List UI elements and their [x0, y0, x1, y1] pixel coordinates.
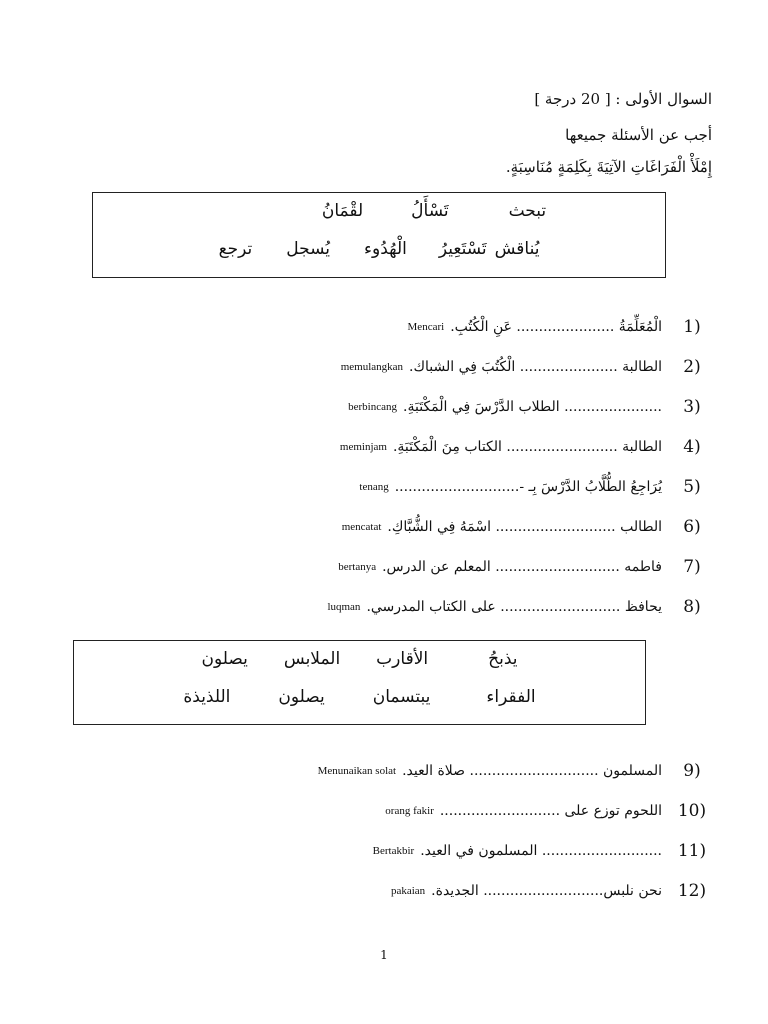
question-item-2 [341, 352, 712, 382]
question-text: المسلمون ............................. صلاة العيد. [402, 763, 662, 779]
word-bank-word: يُناقش [494, 239, 540, 259]
question-number: (11 [677, 841, 707, 861]
question-item-11 [373, 836, 712, 866]
question-item-3 [348, 392, 712, 422]
question-item-5 [359, 472, 712, 502]
instruction-fill-blanks: إِمْلَأْ الْفَرَاغَاتِ الآتِيَةَ بِكَلِمَةٍ مُنَاسِبَةٍ. [505, 158, 712, 176]
question-text: اللحوم توزع على ........................... [439, 803, 662, 819]
question-number: (1 [683, 317, 701, 337]
question-item-1 [408, 312, 712, 342]
question-text: الطالبة ...................... الْكُتُبَ فِي الشباك. [409, 359, 662, 375]
word-bank-row-1 [93, 201, 665, 221]
question-title: السوال الأولى : [ 20 درجة ] [534, 90, 712, 108]
word-bank-word: اللذيذة [183, 687, 231, 707]
question-text: نحن نلبس........................... الجديدة. [431, 883, 662, 899]
malay-hint: Bertakbir [372, 845, 415, 857]
malay-hint: meminjam [339, 441, 387, 453]
question-text: فاطمه ............................ المعلم عن الدرس. [382, 559, 662, 575]
question-number: (3 [683, 397, 701, 417]
malay-hint: tenang [359, 481, 389, 493]
word-bank-box-2 [73, 640, 646, 725]
word-bank-row-2 [74, 687, 645, 707]
word-bank-word: لقْمَانُ [321, 201, 364, 221]
malay-hint: memulangkan [340, 361, 404, 373]
word-bank-word: تَسْأَلُ [411, 201, 449, 221]
word-bank-word: الفقراء [486, 687, 536, 707]
malay-hint: luqman [327, 601, 361, 613]
word-bank-word: يذبحُ [488, 649, 518, 669]
word-bank-row-1 [74, 649, 645, 669]
question-text: ...................... الطلاب الدَّرْسَ فِي الْمَكْتَبَةِ. [403, 399, 662, 415]
malay-hint: mencatat [341, 521, 382, 533]
question-text: الطالب ........................... اسْمَهُ فِي الشُّبَّاكِ. [387, 519, 662, 535]
malay-hint: Menunaikan solat [317, 765, 397, 777]
question-number: (12 [677, 881, 707, 901]
question-text: الْمُعَلِّمَةُ ...................... عَنِ الْكُتُبِ. [450, 319, 662, 335]
malay-hint: pakaian [390, 885, 426, 897]
question-number: (7 [683, 557, 701, 577]
word-bank-word: الْهُدُوء [363, 239, 407, 259]
word-bank-word: تبحث [508, 201, 547, 221]
word-bank-word: يصلون [201, 649, 248, 669]
instruction-line: أجب عن الأسئلة جميعها [565, 126, 712, 144]
question-text: الطالبة ......................... الكتاب مِنَ الْمَكْتَبَةِ. [392, 439, 662, 455]
question-number: (2 [683, 357, 701, 377]
question-item-12 [391, 876, 712, 906]
malay-hint: Mencari [407, 321, 445, 333]
word-bank-word: يبتسمان [372, 687, 431, 707]
question-number: (5 [683, 477, 701, 497]
malay-hint: bertanya [338, 561, 377, 573]
word-bank-box-1 [92, 192, 666, 278]
page-number: 1 [380, 948, 388, 962]
question-number: (10 [677, 801, 707, 821]
question-item-7 [338, 552, 712, 582]
question-item-4 [340, 432, 712, 462]
question-number: (6 [683, 517, 701, 537]
question-text: يحافظ ........................... على الكتاب المدرسي. [366, 599, 662, 615]
question-number: (8 [683, 597, 701, 617]
question-number: (4 [683, 437, 701, 457]
word-bank-word: الملابس [283, 649, 341, 669]
word-bank-word: ترجع [218, 239, 253, 259]
question-text: ........................... المسلمون في العيد. [420, 843, 662, 859]
malay-hint: berbincang [348, 401, 398, 413]
word-bank-word: الأقارب [376, 649, 429, 669]
question-number: (9 [683, 761, 701, 781]
question-item-10 [385, 796, 712, 826]
malay-hint: orang fakir [385, 805, 434, 817]
question-item-9 [318, 756, 712, 786]
question-item-8 [327, 592, 712, 622]
word-bank-row-2 [93, 239, 665, 259]
word-bank-word: يصلون [278, 687, 325, 707]
question-text: يُرَاجِعُ الطُّلَّابُ الدَّرْسَ بِـ -............................ [394, 479, 662, 495]
word-bank-word: يُسجل [286, 239, 330, 259]
word-bank-word: تَسْتَعِيرُ [438, 239, 487, 259]
question-item-6 [342, 512, 712, 542]
